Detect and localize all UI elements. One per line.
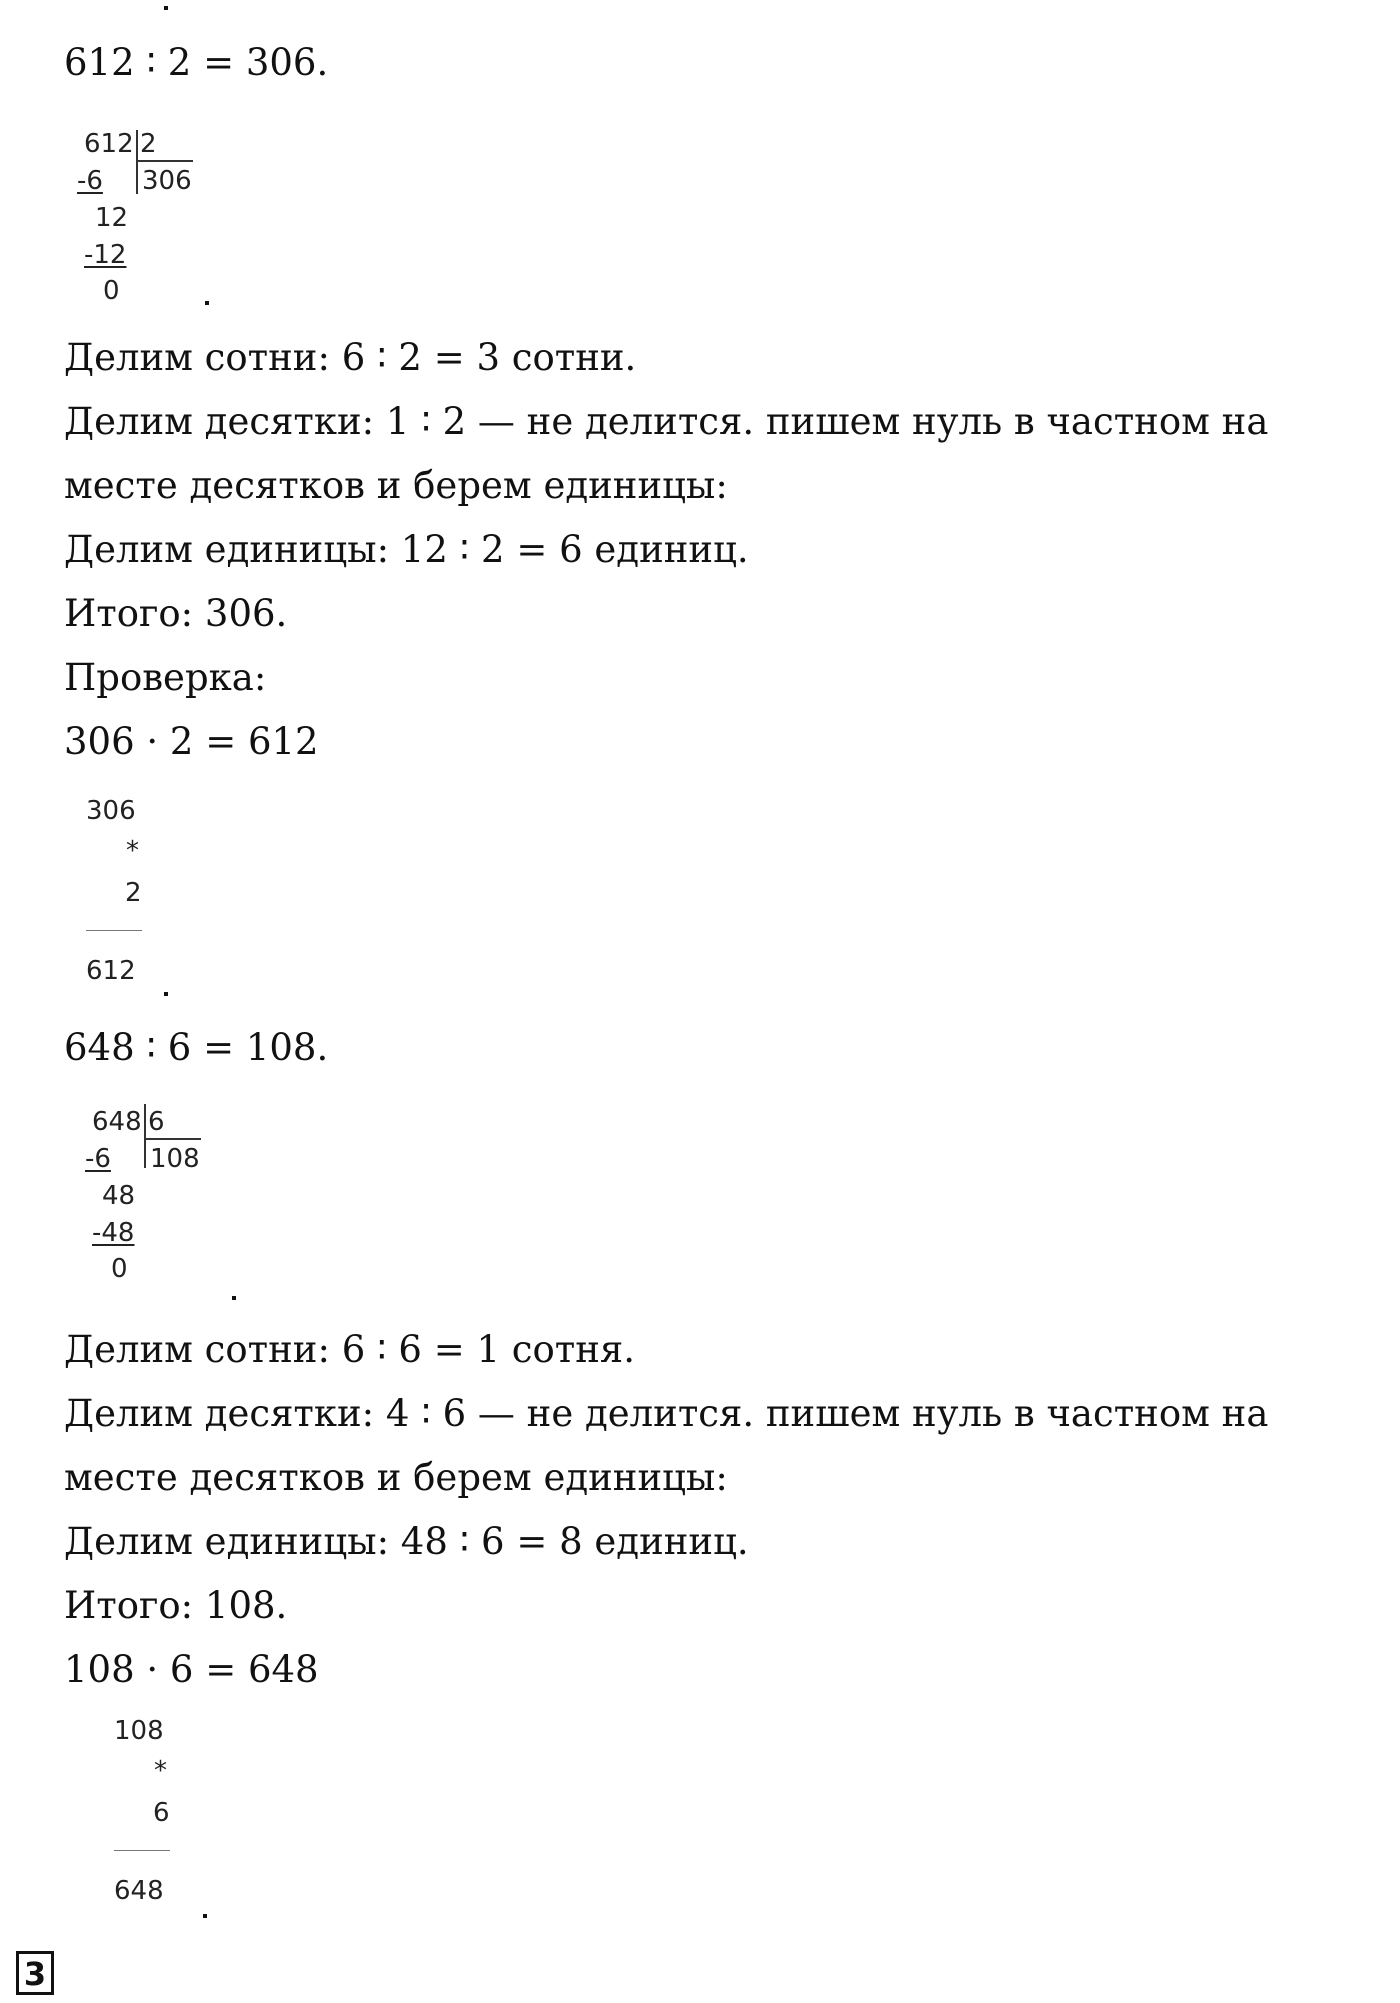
- long-division-648-by-6: [78, 1102, 218, 1292]
- check-equation: 108 · 6 = 648: [64, 1648, 319, 1691]
- explanation-line-1: Делим сотни: 6 ∶ 6 = 1 сотня.: [64, 1328, 635, 1371]
- stray-dot: [164, 6, 168, 10]
- explanation-line-4: Делим единицы: 48 ∶ 6 = 8 единиц.: [64, 1520, 749, 1563]
- subtrahend-1: -6: [77, 166, 103, 196]
- explanation-line-4: Делим единицы: 12 ∶ 2 = 6 единиц.: [64, 528, 749, 571]
- total-line: Итого: 306.: [64, 592, 288, 635]
- total-line: Итого: 108.: [64, 1584, 288, 1627]
- quotient: 108: [150, 1144, 200, 1174]
- multiply-sign: *: [154, 1756, 167, 1786]
- column-multiplication-306-by-2: [86, 796, 176, 996]
- explanation-line-2: Делим десятки: 4 ∶ 6 — не делится. пишем нуль в частном на: [64, 1392, 1269, 1435]
- remainder-1: 12: [95, 203, 129, 233]
- check-equation: 306 · 2 = 612: [64, 720, 319, 763]
- equation-648-div-6: 648 ∶ 6 = 108.: [64, 1026, 329, 1069]
- explanation-line-3: месте десятков и берем единицы:: [64, 464, 728, 507]
- dividend: 648: [92, 1107, 142, 1137]
- division-bar-vertical: [136, 130, 138, 194]
- multiply-sign: *: [126, 836, 139, 866]
- explanation-line-1: Делим сотни: 6 ∶ 2 = 3 сотни.: [64, 336, 637, 379]
- result-line: [86, 930, 142, 931]
- divisor: 6: [148, 1107, 165, 1137]
- subtrahend-2: -48: [92, 1218, 135, 1248]
- multiplier: 2: [125, 878, 142, 908]
- product: 612: [86, 956, 136, 986]
- long-division-612-by-2: [70, 124, 210, 314]
- division-bar-horizontal: [137, 160, 193, 162]
- product: 648: [114, 1876, 164, 1906]
- subtrahend-2: -12: [84, 240, 127, 270]
- explanation-line-3: месте десятков и берем единицы:: [64, 1456, 728, 1499]
- column-multiplication-108-by-6: [114, 1716, 204, 1916]
- multiplicand: 108: [114, 1716, 164, 1746]
- dividend: 612: [84, 129, 134, 159]
- remainder-final: 0: [103, 276, 120, 306]
- multiplicand: 306: [86, 796, 136, 826]
- division-bar-vertical: [144, 1104, 146, 1168]
- subtrahend-1: -6: [85, 1144, 111, 1174]
- divisor: 2: [140, 129, 157, 159]
- task-number-badge: 3: [16, 1951, 54, 1995]
- remainder-final: 0: [111, 1254, 128, 1284]
- figure-dot: [232, 1296, 236, 1300]
- check-heading: Проверка:: [64, 656, 267, 699]
- explanation-line-2: Делим десятки: 1 ∶ 2 — не делится. пишем нуль в частном на: [64, 400, 1269, 443]
- multiplier: 6: [153, 1798, 170, 1828]
- equation-612-div-2: 612 ∶ 2 = 306.: [64, 41, 329, 84]
- figure-dot: [203, 1914, 207, 1918]
- figure-dot: [164, 992, 168, 996]
- figure-dot: [205, 301, 209, 305]
- remainder-1: 48: [102, 1181, 136, 1211]
- division-bar-horizontal: [145, 1138, 201, 1140]
- result-line: [114, 1850, 170, 1851]
- quotient: 306: [142, 166, 192, 196]
